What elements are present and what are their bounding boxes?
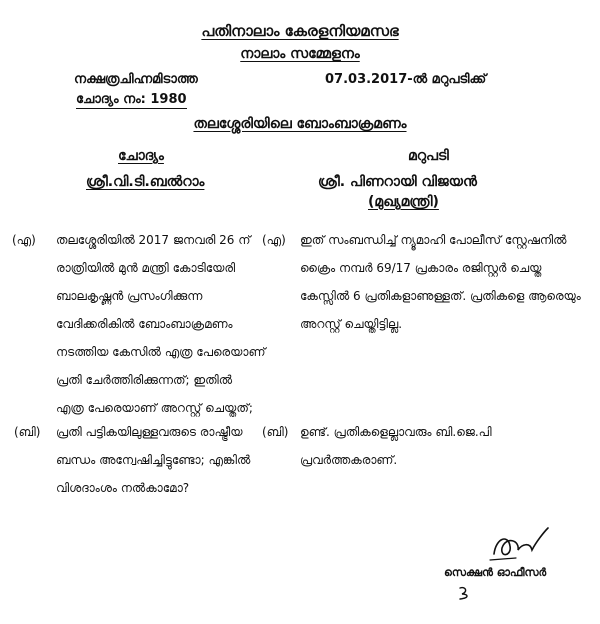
answer-line: ക്രൈം നമ്പർ 69/17 പ്രകാരം രജിസ്റ്റർ ചെയ്ത <box>300 261 542 275</box>
question-column-label: ചോദ്യം <box>118 148 164 164</box>
question-line: വിശദാംശം നൽകാമോ? <box>56 481 190 495</box>
answer-line: അറസ്റ്റ് ചെയ്തിട്ടില്ല. <box>300 317 403 331</box>
question-line: നടത്തിയ കേസിൽ എത്ര പേരെയാണ് <box>56 345 266 359</box>
reply-date: 07.03.2017-ൽ മറുപടിക്ക് <box>325 72 487 87</box>
initials-mark <box>456 584 476 602</box>
answer-line: ഇത് സംബന്ധിച്ച് ന്യൂമാഹി പോലീസ് സ്റ്റേഷനിൽ <box>300 233 567 247</box>
session-title: നാലാം സമ്മേളനം <box>240 46 360 62</box>
question-number: ചോദ്യം നം: 1980 <box>76 92 187 107</box>
section-officer-label: സെക്ഷൻ ഓഫീസർ <box>444 566 547 579</box>
subject-title: തലശ്ശേരിയിലെ ബോംബാക്രമണം <box>193 116 407 132</box>
answer-line: കേസ്സിൽ 6 പ്രതികളാണുള്ളത്. പ്രതികളെ ആരെയും <box>300 289 581 303</box>
officer-signature <box>486 520 556 566</box>
question-type-label: നക്ഷത്രചിഹ്നമിടാത്ത <box>74 72 198 87</box>
question-line: എത്ര പേരെയാണ് അറസ്റ്റ് ചെയ്തത്; <box>56 401 253 415</box>
item-b-answer <box>300 418 492 474</box>
question-line: വേദിക്കരികിൽ ബോംബാക്രമണം <box>56 317 233 331</box>
item-a-answer <box>300 226 581 338</box>
question-line: ബന്ധം അന്വേഷിച്ചിട്ടുണ്ടോ; എങ്കിൽ <box>56 453 251 467</box>
question-line: ബാലകൃഷ്ണൻ പ്രസംഗിക്കുന്ന <box>56 289 203 303</box>
item-b-question-marker: (ബി) <box>14 425 41 439</box>
responder-name: ശ്രീ. പിണറായി വിജയൻ <box>318 174 477 190</box>
item-a-question <box>56 226 266 422</box>
item-a-question-marker: (എ) <box>12 233 36 247</box>
question-line: പ്രതി പട്ടികയിലുള്ളവരുടെ രാഷ്ട്രീയ <box>56 425 243 439</box>
question-line: തലശ്ശേരിയിൽ 2017 ജനവരി 26 ന് <box>56 233 251 247</box>
assembly-title: പതിനാലാം കേരളനിയമസഭ <box>201 22 399 40</box>
answer-line: ഉണ്ട്. പ്രതികളെല്ലാവരും ബി.ജെ.പി <box>300 425 492 439</box>
responder-title: (മുഖ്യമന്ത്രി) <box>368 194 439 210</box>
question-line: പ്രതി ചേർത്തിരിക്കുന്നത്; ഇതിൽ <box>56 373 233 387</box>
item-b-question <box>56 418 256 502</box>
question-line: രാത്രിയിൽ മുൻ മന്ത്രി കോടിയേരി <box>56 261 236 275</box>
questioner-name: ശ്രീ.വി.ടി.ബൽറാം <box>86 174 205 190</box>
item-a-answer-marker: (എ) <box>262 233 286 247</box>
answer-column-label: മറുപടി <box>408 148 449 164</box>
answer-line: പ്രവർത്തകരാണ്. <box>300 453 398 467</box>
item-b-answer-marker: (ബി) <box>262 425 289 439</box>
